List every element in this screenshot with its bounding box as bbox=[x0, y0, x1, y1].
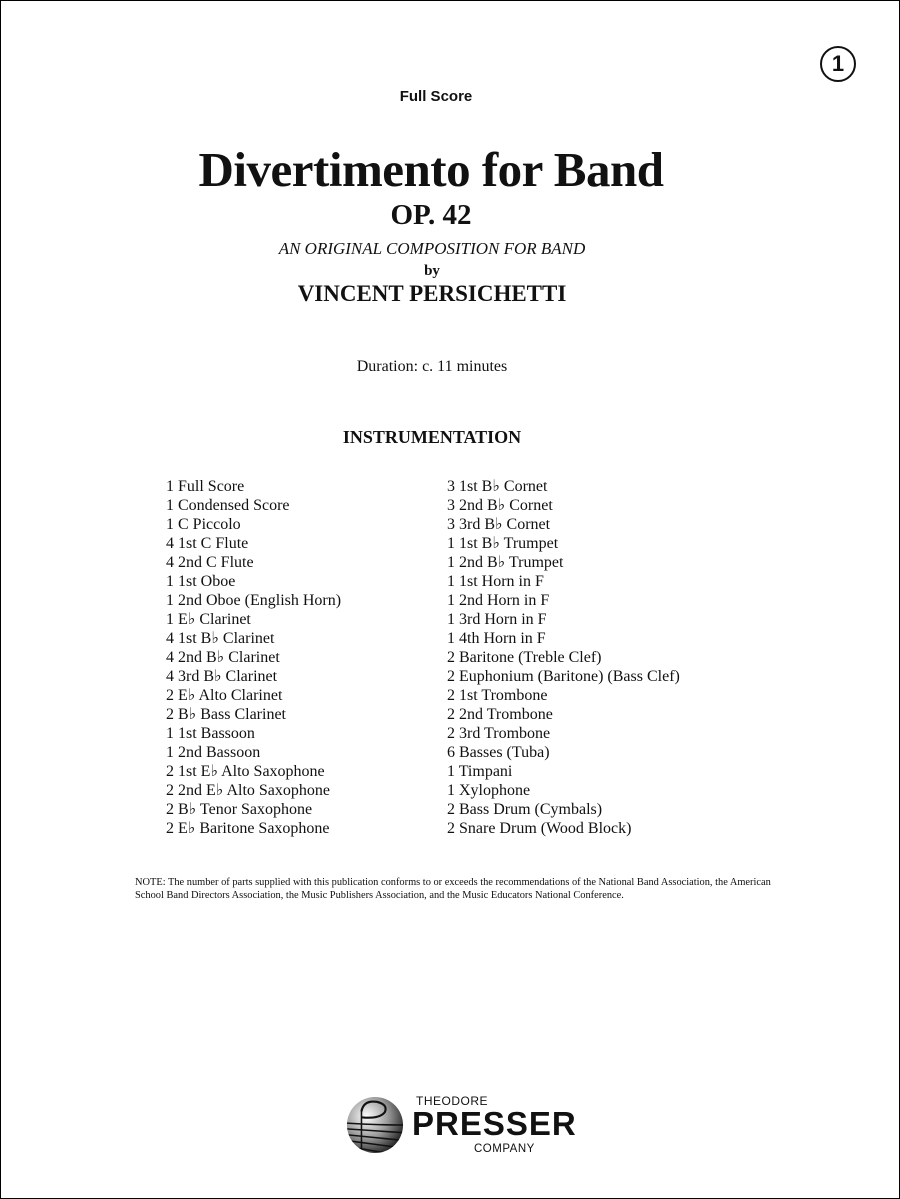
instrument-item: 1 2nd Bassoon bbox=[166, 744, 261, 761]
composer-name: VINCENT PERSICHETTI bbox=[297, 281, 567, 306]
instrument-item: 2 B♭ Bass Clarinet bbox=[166, 706, 286, 723]
instrument-item: 1 C Piccolo bbox=[166, 516, 241, 533]
instrument-list-right bbox=[447, 477, 680, 838]
instrument-item: 4 3rd B♭ Clarinet bbox=[166, 668, 278, 685]
instrument-item: 1 E♭ Clarinet bbox=[166, 611, 251, 628]
instrument-item: 4 1st C Flute bbox=[166, 535, 249, 552]
instrument-item: 1 1st Horn in F bbox=[447, 573, 544, 590]
instrument-item: 1 4th Horn in F bbox=[447, 630, 546, 647]
instrument-item: 2 Snare Drum (Wood Block) bbox=[447, 820, 632, 837]
instrument-item: 6 Basses (Tuba) bbox=[447, 744, 550, 761]
instrument-item: 4 2nd C Flute bbox=[166, 554, 254, 571]
publisher-line-1: THEODORE bbox=[416, 1094, 489, 1108]
page-number-badge: 1 bbox=[820, 46, 856, 82]
publisher-line-2: PRESSER bbox=[412, 1105, 577, 1142]
instrumentation-heading: INSTRUMENTATION bbox=[342, 427, 522, 447]
duration-text: Duration: c. 11 minutes bbox=[356, 358, 508, 375]
instrument-item: 2 Baritone (Treble Clef) bbox=[447, 649, 602, 666]
instrument-item: 2 B♭ Tenor Saxophone bbox=[166, 801, 313, 818]
instrument-item: 2 Bass Drum (Cymbals) bbox=[447, 801, 603, 818]
publisher-logo bbox=[346, 1091, 577, 1161]
instrument-item: 1 3rd Horn in F bbox=[447, 611, 547, 628]
instrument-item: 2 3rd Trombone bbox=[447, 725, 551, 742]
instrument-item: 2 1st Trombone bbox=[447, 687, 548, 704]
instrument-item: 1 Timpani bbox=[447, 763, 513, 780]
instrument-item: 4 2nd B♭ Clarinet bbox=[166, 649, 280, 666]
opus-number: OP. 42 bbox=[390, 199, 472, 231]
instrument-item: 1 1st Oboe bbox=[166, 573, 236, 590]
instrument-item: 1 1st B♭ Trumpet bbox=[447, 535, 559, 552]
instrument-item: 1 2nd Oboe (English Horn) bbox=[166, 592, 342, 609]
instrument-item: 2 1st E♭ Alto Saxophone bbox=[166, 763, 325, 780]
edition-label: Full Score bbox=[399, 88, 473, 105]
instrument-item: 1 Xylophone bbox=[447, 782, 531, 799]
instrument-list-left bbox=[166, 477, 341, 838]
parts-note: NOTE: The number of parts supplied with this publication conforms to or exceeds the recommendations of the National Band Association, the American School Band Directors Association, the Music Publishers Association, and the Music Educators National Conference. bbox=[135, 877, 771, 901]
publisher-line-3: COMPANY bbox=[474, 1143, 535, 1155]
instrument-item: 2 2nd Trombone bbox=[447, 706, 553, 723]
instrument-item: 3 2nd B♭ Cornet bbox=[447, 497, 553, 514]
instrument-item: 1 2nd B♭ Trumpet bbox=[447, 554, 564, 571]
instrument-item: 3 1st B♭ Cornet bbox=[447, 478, 548, 495]
instrument-item: 2 E♭ Alto Clarinet bbox=[166, 687, 283, 704]
work-subtitle: AN ORIGINAL COMPOSITION FOR BAND bbox=[278, 239, 586, 258]
instrument-item: 3 3rd B♭ Cornet bbox=[447, 516, 551, 533]
instrument-item: 1 Condensed Score bbox=[166, 497, 290, 514]
work-title: Divertimento for Band bbox=[198, 142, 664, 197]
instrument-item: 2 Euphonium (Baritone) (Bass Clef) bbox=[447, 668, 680, 685]
instrument-item: 2 2nd E♭ Alto Saxophone bbox=[166, 782, 330, 799]
instrument-item: 1 2nd Horn in F bbox=[447, 592, 550, 609]
instrument-item: 1 Full Score bbox=[166, 478, 245, 495]
instrument-item: 4 1st B♭ Clarinet bbox=[166, 630, 275, 647]
instrument-item: 1 1st Bassoon bbox=[166, 725, 255, 742]
globe-staff-icon bbox=[346, 1096, 404, 1154]
instrument-item: 2 E♭ Baritone Saxophone bbox=[166, 820, 330, 837]
by-label: by bbox=[424, 263, 440, 279]
